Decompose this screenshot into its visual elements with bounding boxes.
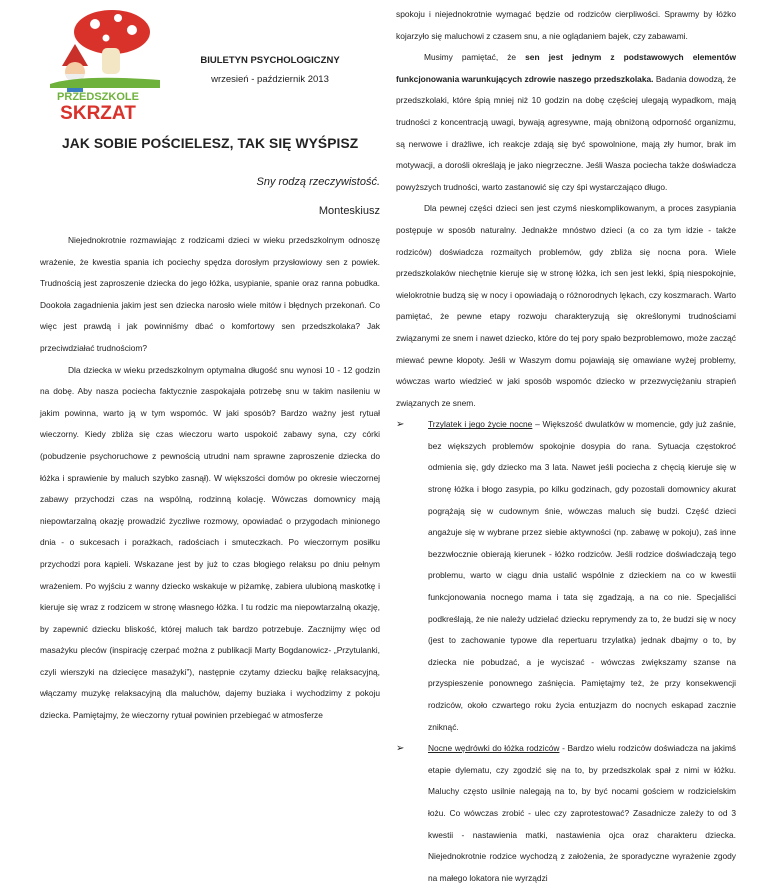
paragraph: Niejednokrotnie rozmawiając z rodzicami dzieci w wieku przedszkolnym odnoszę wrażenie, że kwestia spania ich pociechy spędza dorosłym przysłowiowy sen z powiek. Trudnością jest zaproszenie dziecka do jego łóżka, usypianie, spanie oraz ranna pobudka. Dookoła zagadnienia jakim jest sen dziecka narosło wiele mitów i błędnych przekonań. Co więc jest prawdą i jak powinniśmy dbać o komfortowy sen przedszkolaka? Jak przeciwdziałać trudnościom? [40,235,380,353]
arrow-bullet-icon: ➢ [396,419,405,431]
preschool-logo [40,4,180,124]
logo-text-bottom: SKRZAT [60,103,136,124]
bulletin-title: BIULETYN PSYCHOLOGICZNY [200,55,340,66]
paragraph-text: Badania dowodzą, że przedszkolaki, które śpią mniej niż 10 godzin na dobę częściej ulegają wypadkom, mają trudności z koncentracją uwagi, bywają agresywne, mają obniżoną odporność organizmu, są nerwowe i drażliwe, ich reakcje zdają się być spowolnione, mają zły humor, brak im motywacji, a dorośli określają je jako niegrzeczne. Jeśli Wasza pociecha także doświadcza powyższych trudności, warto zastanowić się czy śpi wystarczająco długo. [396,73,736,192]
paragraph-text: Musimy pamiętać, że [424,52,526,63]
logo-text-top: PRZEDSZKOLE [57,91,139,103]
bullet-title: Nocne wędrówki do łóżka rodziców [428,743,560,754]
bold-emphasis: sen jest jednym z podstawowych elementów funkcjonowania warunkujących zdrowie naszego przedszkolaka. [396,52,736,84]
epigraph-quote: Sny rodzą rzeczywistość. [256,176,380,188]
right-column [396,4,736,889]
bullet-item [396,414,736,738]
bullet-text: - Bardzo wielu rodziców doświadcza na jakimś etapie dylematu, czy zgodzić się na to, by przedszkolak spał z nimi w łóżku. Maluchy często usilnie nalegają na to, by być nocami gościem w rodzicielskim łożu. Co wówczas zrobić - ulec czy zaprotestować? Zasadnicze zależy to od 3 kwestii - nastawienia matki, nastawienia ojca oraz charakteru dziecka. Niejednokrotnie rodzice wychodzą z założenia, że sporadyczne wyrażenie zgody na małego lokatora nie wyrządzi [428,743,736,883]
arrow-bullet-icon: ➢ [396,743,405,755]
epigraph-author: Monteskiusz [318,205,380,217]
left-column [40,230,380,727]
bullet-text: – Większość dwulatków w momencie, gdy już zaśnie, bez większych problemów spokojnie dosypia do rana. Sytuacja częstokroć odmienia się, gdy dziecko ma 3 lata. Nawet jeśli pociecha z chęcią kieruje się w stronę łóżka i błogo zasypia, po kilku godzinach, gdy pozostali domownicy akurat pogrążają się w cudownym śnie, wówczas maluch się budzi. Część dzieci angażuje się w wybrane przez siebie aktywności (np. zabawę w pokoju), zaś inne bezzwłocznie obierają kierunek - łóżko rodziców. Jeśli rodzice doświadczają tego problemu, warto w ciągu dnia ustalić wspólnie z dzieckiem na co w kwestii funkcjonowania nocnego mama i tata się zgadzają, a na co nie. Specjaliści podkreślają, że nie należy udzielać dziecku reprymendy za to, że budzi się w nocy (jest to zachowanie typowe dla repertuaru trzylatka) jednak dbajmy o to, by dziecka nie pobudzać, a je wyciszać - wówczas zwiększamy szanse na przyspieszenie ponownego zaśnięcia. Pamiętajmy też, że przy konsekwencji rodziców, około czwartego roku życia entuzjazm do nocnych eskapad zacznie zniknąć. [428,419,736,732]
bullet-title: Trzylatek i jego życie nocne [428,419,533,430]
paragraph [396,47,736,198]
paragraph: Dla dziecka w wieku przedszkolnym optymalna długość snu wynosi 10 - 12 godzin na dobę. Aby nasza pociecha faktycznie zaspokajała potrzebę snu w takim nasileniu w jakim powinna, warto ją w tym wspomóc. W jaki sposób? Bardzo ważny jest rytuał wieczorny. Kiedy zbliża się czas wieczoru warto uspokoić zabawy syna, czy córki (pobudzenie psychoruchowe z pewnością utrudni nam sprawne zaproszenie dziecka do łóżka i sprawienie by maluch szybko zasnął). W większości domów po okresie wieczornej zabawy przychodzi czas na wspólną, rodzinną kolację. Wówczas domownicy mają niepowtarzalną okazję prowadzić życzliwe rozmowy, opowiadać o przygodach minionego dnia - o sukcesach i porażkach, radościach i smuteczkach. Po wieczornym posiłku przychodzi pora kąpieli. Wskazane jest by już to czas błogiego relaksu po dniu pełnym wrażeniem. Po wyjściu z wanny dziecko wskakuje w piżamkę, zabiera ulubioną maskotkę i kieruje się wraz z rodzicem w stronę własnego łóżka. I tu rodzic ma niepowtarzalną okazję, by zapewnić dziecku bliskość, której maluch tak bardzo potrzebuje. Zacznijmy więc od masażyku pleców (inspirację czerpać można z publikacji Marty Bogdanowicz- „Przytulanki, czyli wierszyki na dziecięce masażyki”), następnie czytamy dziecku bajkę relaksacyjną, włączamy muzykę relaksacyjną dla maluchów, dajemy buziaka i wychodzimy z pokoju dziecka. Pamiętajmy, że wieczorny rytuał powinien przebiegać w atmosferze [40,364,380,721]
bulletin-date: wrzesień - październik 2013 [211,74,329,85]
article-title: JAK SOBIE POŚCIELESZ, TAK SIĘ WYŚPISZ [62,136,359,151]
bullet-item [396,738,736,889]
paragraph: Dla pewnej części dzieci sen jest czymś nieskomplikowanym, a proces zasypiania postępuje w sposób naturalny. Jednakże mnóstwo dzieci (a co za tym idzie - także rodziców) doświadcza rozmaitych problemów, gdy zbliża się nocna pora. Wiele przedszkolaków niechętnie kieruje się w stronę łóżka, ich sen jest lekki, śpią niespokojnie, wielokrotnie budzą się w nocy i opowiadają o różnorodnych lękach, czy koszmarach. Warto pamiętać, że pewne etapy rozwoju charakteryzują się określonymi trudnościami związanymi ze snem i nawet dziecko, które do tej pory spało bezproblemowo, może zacząć miewać pewne kłopoty. Jeśli w Waszym domu pojawiają się omawiane wyżej problemy, wówczas warto wiedzieć w jaki sposób wspomóc dziecko w przezwyciężaniu strapień związanych ze snem. [396,203,736,408]
paragraph: spokoju i niejednokrotnie wymagać będzie od rodziców cierpliwości. Sprawmy by łóżko kojarzyło się maluchowi z czasem snu, a nie oglądaniem bajek, czy zabawami. [396,9,736,41]
